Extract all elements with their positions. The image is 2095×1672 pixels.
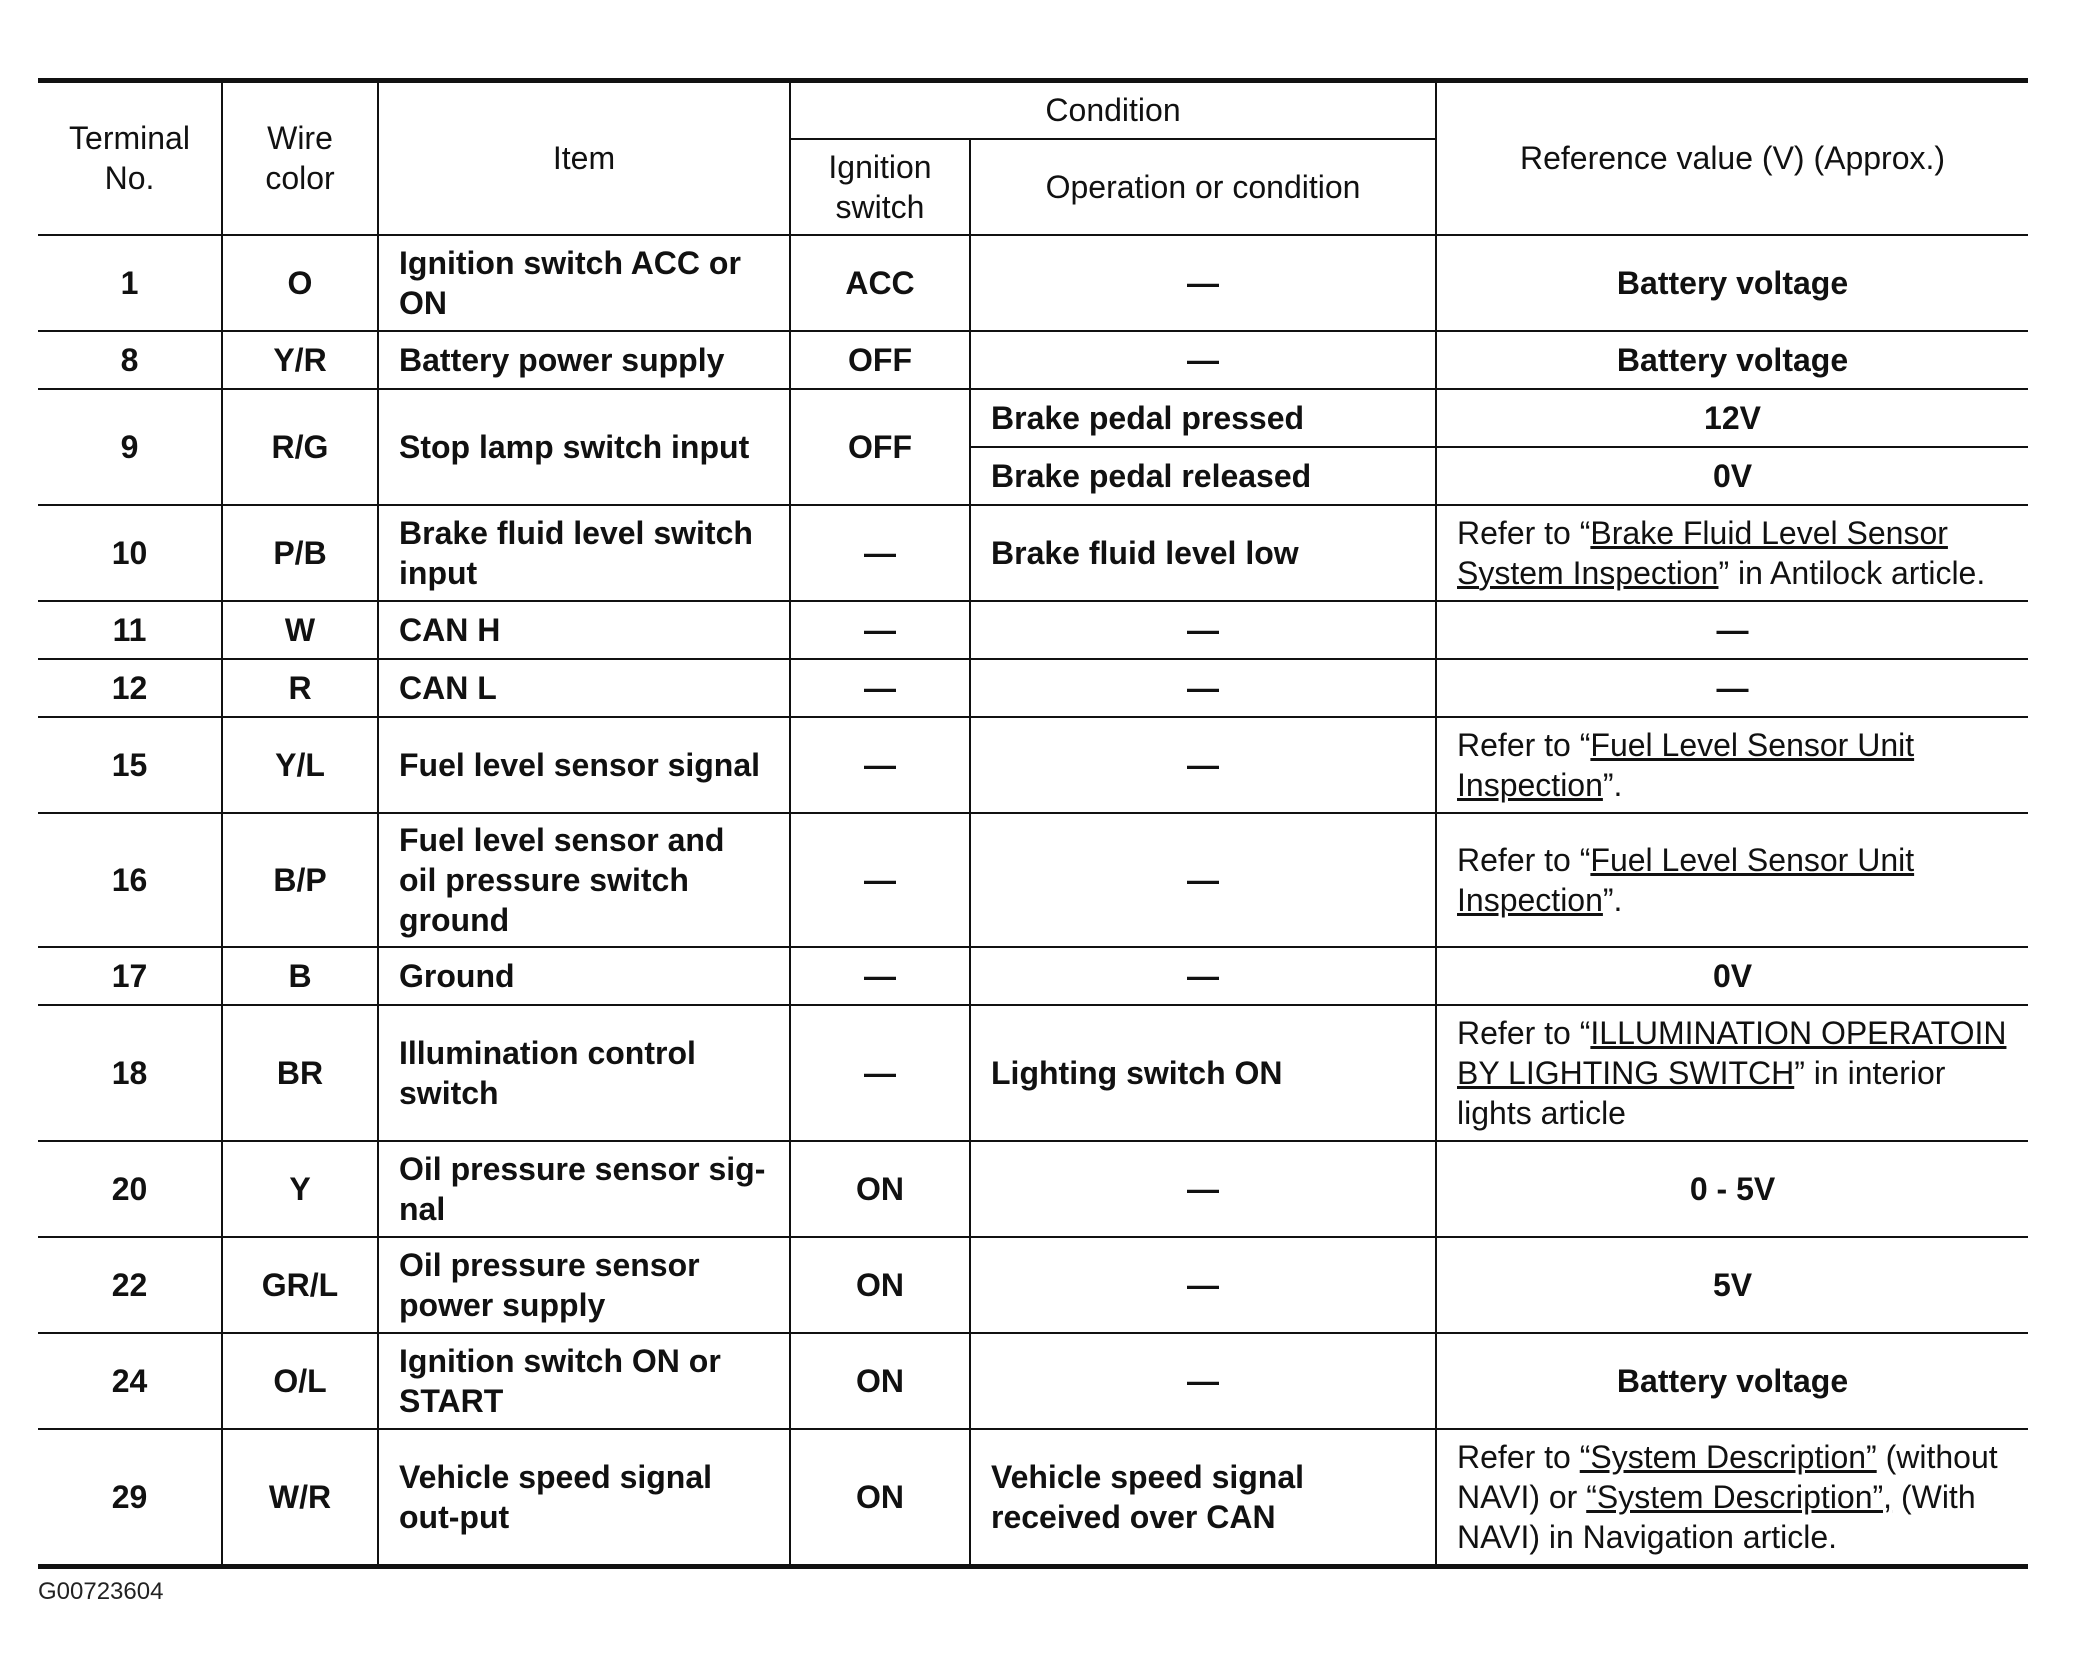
item-cell: Fuel level sensor signal	[378, 717, 790, 813]
table-row	[38, 947, 2028, 1005]
terminal-cell: 20	[38, 1141, 222, 1237]
operation-cell: Brake fluid level low	[970, 505, 1436, 601]
wire-color-cell: O/L	[222, 1333, 378, 1429]
item-cell: Vehicle speed signal out-put	[378, 1429, 790, 1567]
operation-cell: —	[970, 1333, 1436, 1429]
table-row	[38, 601, 2028, 659]
item-cell: Fuel level sensor and oil pressure switch ground	[378, 813, 790, 947]
reference-text: ” in Antilock article.	[1718, 554, 1986, 591]
reference-link[interactable]: ILLUMINATION OPERATOIN BY LIGHTING SWITCH	[1457, 1014, 2007, 1091]
operation-cell: —	[970, 235, 1436, 331]
table-row	[38, 331, 2028, 389]
wire-color-cell: R/G	[222, 389, 378, 505]
item-cell: Ground	[378, 947, 790, 1005]
header-ignition-switch: Ignition switch	[790, 139, 970, 235]
ignition-cell: —	[790, 505, 970, 601]
reference-link[interactable]: “System Description”,	[1586, 1478, 1893, 1515]
header-terminal-no: Terminal No.	[38, 81, 222, 235]
ignition-cell: ON	[790, 1237, 970, 1333]
reference-text: Refer to	[1457, 1438, 1580, 1475]
reference-link[interactable]: Brake Fluid Level Sensor System Inspection	[1457, 514, 1948, 591]
operation-cell: Brake pedal pressed	[970, 389, 1436, 447]
operation-cell: —	[970, 947, 1436, 1005]
item-cell: Brake fluid level switch input	[378, 505, 790, 601]
terminal-cell: 1	[38, 235, 222, 331]
table-row	[38, 1429, 2028, 1567]
header-operation: Operation or condition	[970, 139, 1436, 235]
reference-cell	[1436, 505, 2028, 601]
operation-cell: —	[970, 717, 1436, 813]
reference-text: ”.	[1602, 881, 1623, 918]
reference-text: Refer to “	[1457, 1014, 1591, 1051]
reference-text: Refer to “	[1457, 841, 1591, 878]
ignition-cell: ON	[790, 1141, 970, 1237]
table-row	[38, 813, 2028, 947]
reference-link[interactable]: Fuel Level Sensor Unit Inspection	[1457, 726, 1915, 803]
ignition-cell: OFF	[790, 331, 970, 389]
wire-color-cell: GR/L	[222, 1237, 378, 1333]
operation-cell: —	[970, 659, 1436, 717]
ignition-cell: ACC	[790, 235, 970, 331]
reference-cell	[1436, 1005, 2028, 1141]
terminal-cell: 15	[38, 717, 222, 813]
item-cell: Ignition switch ACC or ON	[378, 235, 790, 331]
wire-color-cell: O	[222, 235, 378, 331]
terminal-cell: 22	[38, 1237, 222, 1333]
reference-text: ” in interior lights article	[1457, 1054, 1946, 1131]
reference-cell: —	[1436, 601, 2028, 659]
operation-cell: —	[970, 1141, 1436, 1237]
table-row	[38, 389, 2028, 447]
wire-color-cell: P/B	[222, 505, 378, 601]
item-cell: CAN H	[378, 601, 790, 659]
ignition-cell: —	[790, 813, 970, 947]
operation-cell: —	[970, 1237, 1436, 1333]
table-row	[38, 1333, 2028, 1429]
reference-cell: 0 - 5V	[1436, 1141, 2028, 1237]
table-row	[38, 1141, 2028, 1237]
table-row	[38, 717, 2028, 813]
wire-color-cell: Y/R	[222, 331, 378, 389]
wire-color-cell: Y	[222, 1141, 378, 1237]
terminal-cell: 11	[38, 601, 222, 659]
wire-color-cell: B	[222, 947, 378, 1005]
reference-cell	[1436, 1429, 2028, 1567]
terminal-cell: 17	[38, 947, 222, 1005]
terminal-reference-table	[38, 78, 2028, 1569]
ignition-cell: OFF	[790, 389, 970, 505]
figure-code: G00723604	[38, 1578, 164, 1605]
wire-color-cell: B/P	[222, 813, 378, 947]
terminal-cell: 16	[38, 813, 222, 947]
item-cell: Stop lamp switch input	[378, 389, 790, 505]
item-cell: Battery power supply	[378, 331, 790, 389]
table-row	[38, 1237, 2028, 1333]
header-wire-color: Wire color	[222, 81, 378, 235]
reference-text: ”.	[1602, 766, 1623, 803]
terminal-cell: 24	[38, 1333, 222, 1429]
reference-cell	[1436, 717, 2028, 813]
reference-link[interactable]: “System Description”	[1579, 1438, 1877, 1475]
item-cell: Oil pressure sensor sig-nal	[378, 1141, 790, 1237]
reference-cell: 12V	[1436, 389, 2028, 447]
reference-text: Refer to “	[1457, 726, 1591, 763]
reference-cell: 5V	[1436, 1237, 2028, 1333]
reference-cell: Battery voltage	[1436, 235, 2028, 331]
table-row	[38, 1005, 2028, 1141]
wire-color-cell: Y/L	[222, 717, 378, 813]
operation-cell: —	[970, 331, 1436, 389]
wire-color-cell: BR	[222, 1005, 378, 1141]
terminal-cell: 29	[38, 1429, 222, 1567]
reference-cell: 0V	[1436, 447, 2028, 505]
ignition-cell: —	[790, 717, 970, 813]
operation-cell: Vehicle speed signal received over CAN	[970, 1429, 1436, 1567]
wire-color-cell: W	[222, 601, 378, 659]
item-cell: Oil pressure sensor power supply	[378, 1237, 790, 1333]
operation-cell: Brake pedal released	[970, 447, 1436, 505]
reference-cell	[1436, 813, 2028, 947]
reference-text: Refer to “	[1457, 514, 1591, 551]
terminal-cell: 8	[38, 331, 222, 389]
pinout-table-container	[38, 78, 2028, 1569]
header-item: Item	[378, 81, 790, 235]
terminal-cell: 18	[38, 1005, 222, 1141]
ignition-cell: —	[790, 1005, 970, 1141]
ignition-cell: —	[790, 947, 970, 1005]
operation-cell: Lighting switch ON	[970, 1005, 1436, 1141]
operation-cell: —	[970, 601, 1436, 659]
wire-color-cell: R	[222, 659, 378, 717]
reference-cell: 0V	[1436, 947, 2028, 1005]
item-cell: Ignition switch ON or START	[378, 1333, 790, 1429]
item-cell: CAN L	[378, 659, 790, 717]
reference-text: (without NAVI) or	[1457, 1438, 1998, 1515]
table-row	[38, 235, 2028, 331]
operation-cell: —	[970, 813, 1436, 947]
reference-cell: —	[1436, 659, 2028, 717]
reference-link[interactable]: Fuel Level Sensor Unit Inspection	[1457, 841, 1915, 918]
reference-cell: Battery voltage	[1436, 1333, 2028, 1429]
ignition-cell: ON	[790, 1333, 970, 1429]
item-cell: Illumination control switch	[378, 1005, 790, 1141]
terminal-cell: 9	[38, 389, 222, 505]
table-row	[38, 659, 2028, 717]
ignition-cell: ON	[790, 1429, 970, 1567]
wire-color-cell: W/R	[222, 1429, 378, 1567]
reference-cell: Battery voltage	[1436, 331, 2028, 389]
ignition-cell: —	[790, 601, 970, 659]
header-reference-value: Reference value (V) (Approx.)	[1436, 81, 2028, 235]
terminal-cell: 10	[38, 505, 222, 601]
table-row	[38, 505, 2028, 601]
terminal-cell: 12	[38, 659, 222, 717]
ignition-cell: —	[790, 659, 970, 717]
header-condition: Condition	[790, 81, 1436, 139]
reference-text: (With NAVI) in Navigation article.	[1457, 1478, 1976, 1555]
